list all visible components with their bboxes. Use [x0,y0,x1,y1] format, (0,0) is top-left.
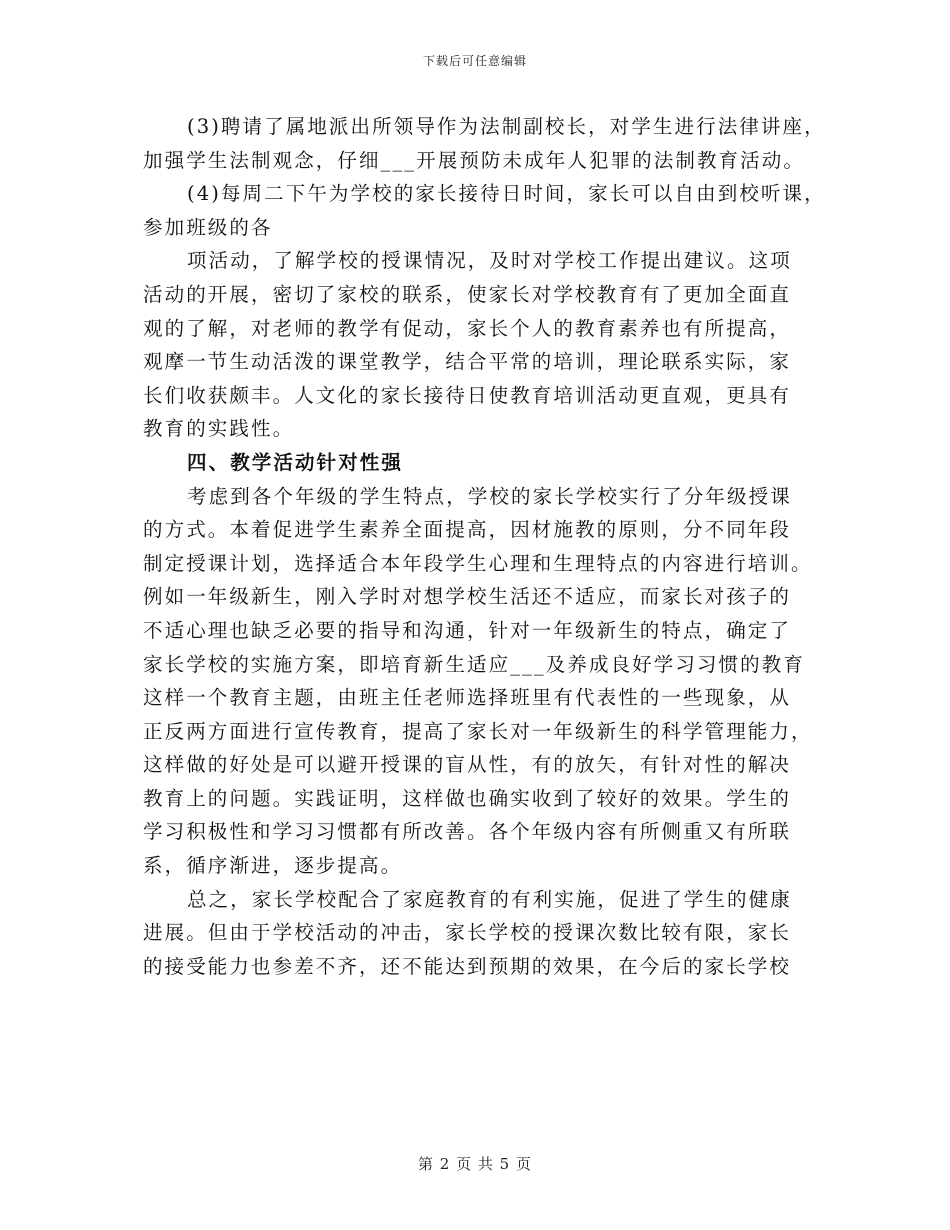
text-line: 系，循序渐进，逐步提高。 [143,854,403,878]
text-line: 的接受能力也参差不齐，还不能达到预期的效果，在今后的家长学校 [143,954,792,978]
text-line: 例如一年级新生，刚入学时对想学校生活还不适应，而家长对孩子的 [143,585,792,609]
text-line: 进展。但由于学校活动的冲击，家长学校的授课次数比较有限，家长 [143,921,792,945]
text-line: 教育的实践性。 [143,417,295,441]
text-line: 不适心理也缺乏必要的指导和沟通，针对一年级新生的特点，确定了 [143,618,792,642]
text-line: 教育上的问题。实践证明，这样做也确实收到了较好的效果。学生的 [143,786,792,810]
text-line: 正反两方面进行宣传教育，提高了家长对一年级新生的科学管理能力， [143,719,813,743]
text-line: 制定授课计划，选择适合本年段学生心理和生理特点的内容进行培训。 [143,551,813,575]
text-line: 总之，家长学校配合了家庭教育的有利实施，促进了学生的健康 [187,887,792,911]
text-line: 项活动，了解学校的授课情况，及时对学校工作提出建议。这项 [187,249,792,273]
text-line: 观摩一节生动活泼的课堂教学，结合平常的培训，理论联系实际，家 [143,350,792,374]
document-body [143,110,826,983]
text-line: 家长学校的实施方案，即培育新生适应___及养成良好学习习惯的教育 [143,652,805,676]
section-heading: 四、教学活动针对性强 [187,450,404,474]
text-line: (4)每周二下午为学校的家长接待日时间，家长可以自由到校听课， [187,182,826,206]
text-line: 这样做的好处是可以避开授课的盲从性，有的放矢，有针对性的解决 [143,753,792,777]
text-line: 这样一个教育主题，由班主任老师选择班里有代表性的一些现象，从 [143,686,792,710]
text-line: 观的了解，对老师的教学有促动，家长个人的教育素养也有所提高， [143,316,792,340]
text-line: 活动的开展，密切了家校的联系，使家长对学校教育有了更加全面直 [143,282,792,306]
page-header: 下载后可任意编辑 [422,54,527,68]
page-number-footer: 第 2 页 共 5 页 [418,1155,532,1173]
text-line: (3)聘请了属地派出所领导作为法制副校长，对学生进行法律讲座， [187,115,826,138]
text-line: 学习积极性和学习习惯都有所改善。各个年级内容有所侧重又有所联 [143,820,792,844]
text-line: 参加班级的各 [143,215,273,239]
text-line: 考虑到各个年级的学生特点，学校的家长学校实行了分年级授课 [187,484,792,508]
text-line: 加强学生法制观念，仔细___开展预防未成年人犯罪的法制教育活动。 [143,148,805,172]
text-line: 的方式。本着促进学生素养全面提高，因材施教的原则，分不同年段 [143,518,792,542]
text-line: 长们收获颇丰。人文化的家长接待日使教育培训活动更直观，更具有 [143,383,792,407]
